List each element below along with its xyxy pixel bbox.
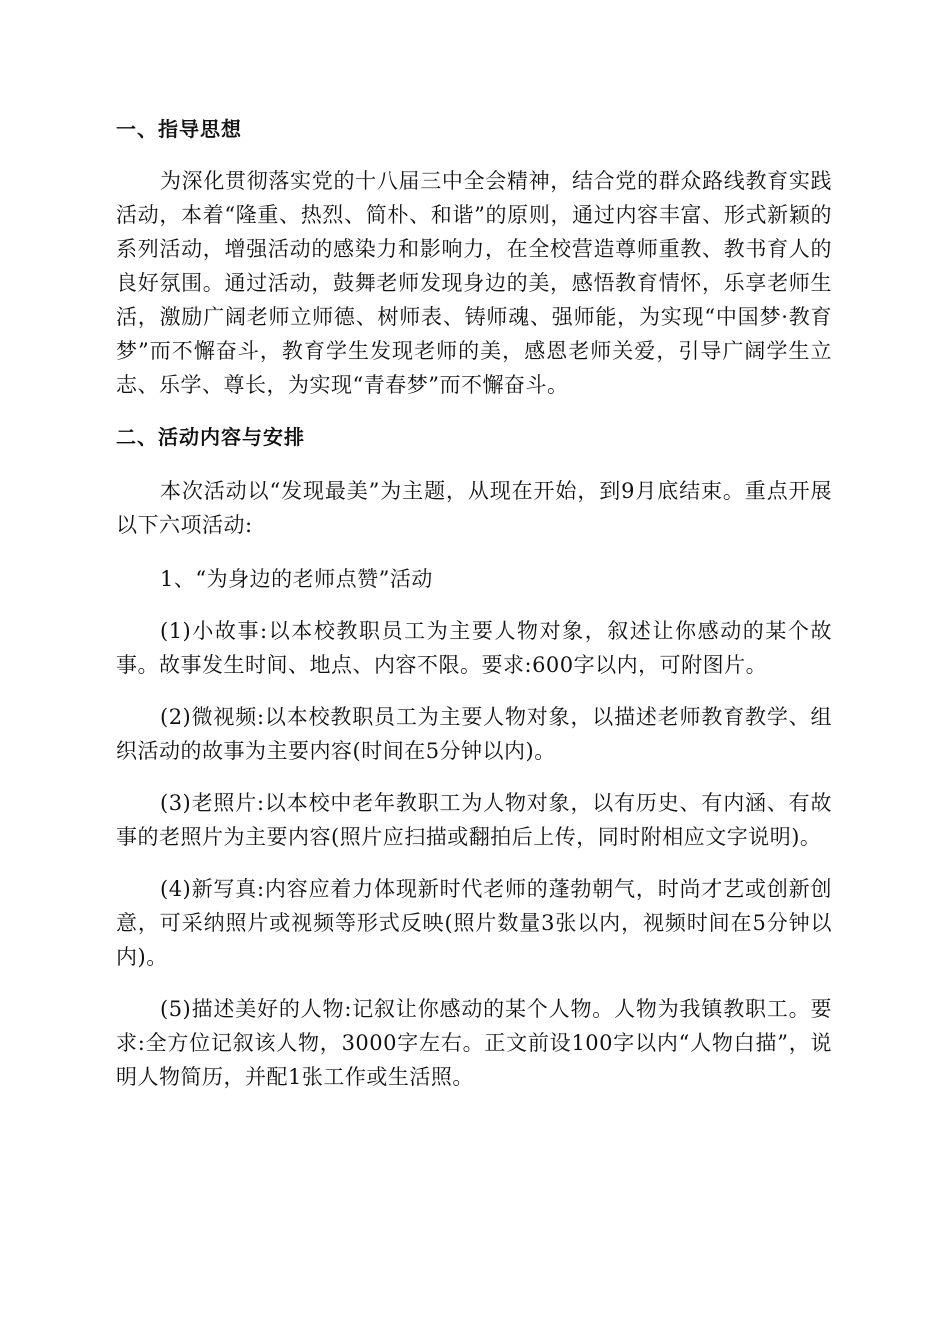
subitem-old-photos: (3)老照片:以本校中老年教职工为人物对象，以有历史、有内涵、有故事的老照片为主要内容(照片应扫描或翻拍后上传，同时附相应文字说明)。 [116,791,832,849]
section-heading-activities: 二、活动内容与安排 [116,425,305,449]
subitem-beautiful-person: (5)描述美好的人物:记叙让你感动的某个人物。人物为我镇教职工。要求:全方位记叙该人物，3000字左右。正文前设100字以内“人物白描”，说明人物简历，并配1张工作或生活照。 [116,997,832,1089]
guiding-ideology-paragraph: 为深化贯彻落实党的十八届三中全会精神，结合党的群众路线教育实践活动，本着“隆重、热烈、简朴、和谐”的原则，通过内容丰富、形式新颖的系列活动，增强活动的感染力和影响力，在全校营造尊师重教、教书育人的良好氛围。通过活动，鼓舞老师发现身边的美，感悟教育情怀，乐享老师生活，激励广阔老师立师德、树师表、铸师魂、强师能，为实现“中国梦·教育梦”而不懈奋斗，教育学生发现老师的美，感恩老师关爱，引导广阔学生立志、乐学、尊长，为实现“青春梦”而不懈奋斗。 [116,169,832,397]
section-heading-guiding-ideology: 一、指导思想 [116,117,242,141]
subitem-new-portraits: (4)新写真:内容应着力体现新时代老师的蓬勃朝气，时尚才艺或创新创意，可采纳照片或视频等形式反映(照片数量3张以内，视频时间在5分钟以内)。 [116,877,832,969]
subitem-micro-video: (2)微视频:以本校教职员工为主要人物对象，以描述老师教育教学、组织活动的故事为主要内容(时间在5分钟以内)。 [116,705,832,763]
document-body [116,112,832,1112]
activities-intro-paragraph: 本次活动以“发现最美”为主题，从现在开始，到9月底结束。重点开展以下六项活动: [116,479,832,537]
activity-item-1: 1、“为身边的老师点赞”活动 [160,567,433,591]
subitem-short-story: (1)小故事:以本校教职员工为主要人物对象，叙述让你感动的某个故事。故事发生时间、地点、内容不限。要求:600字以内，可附图片。 [116,619,832,677]
